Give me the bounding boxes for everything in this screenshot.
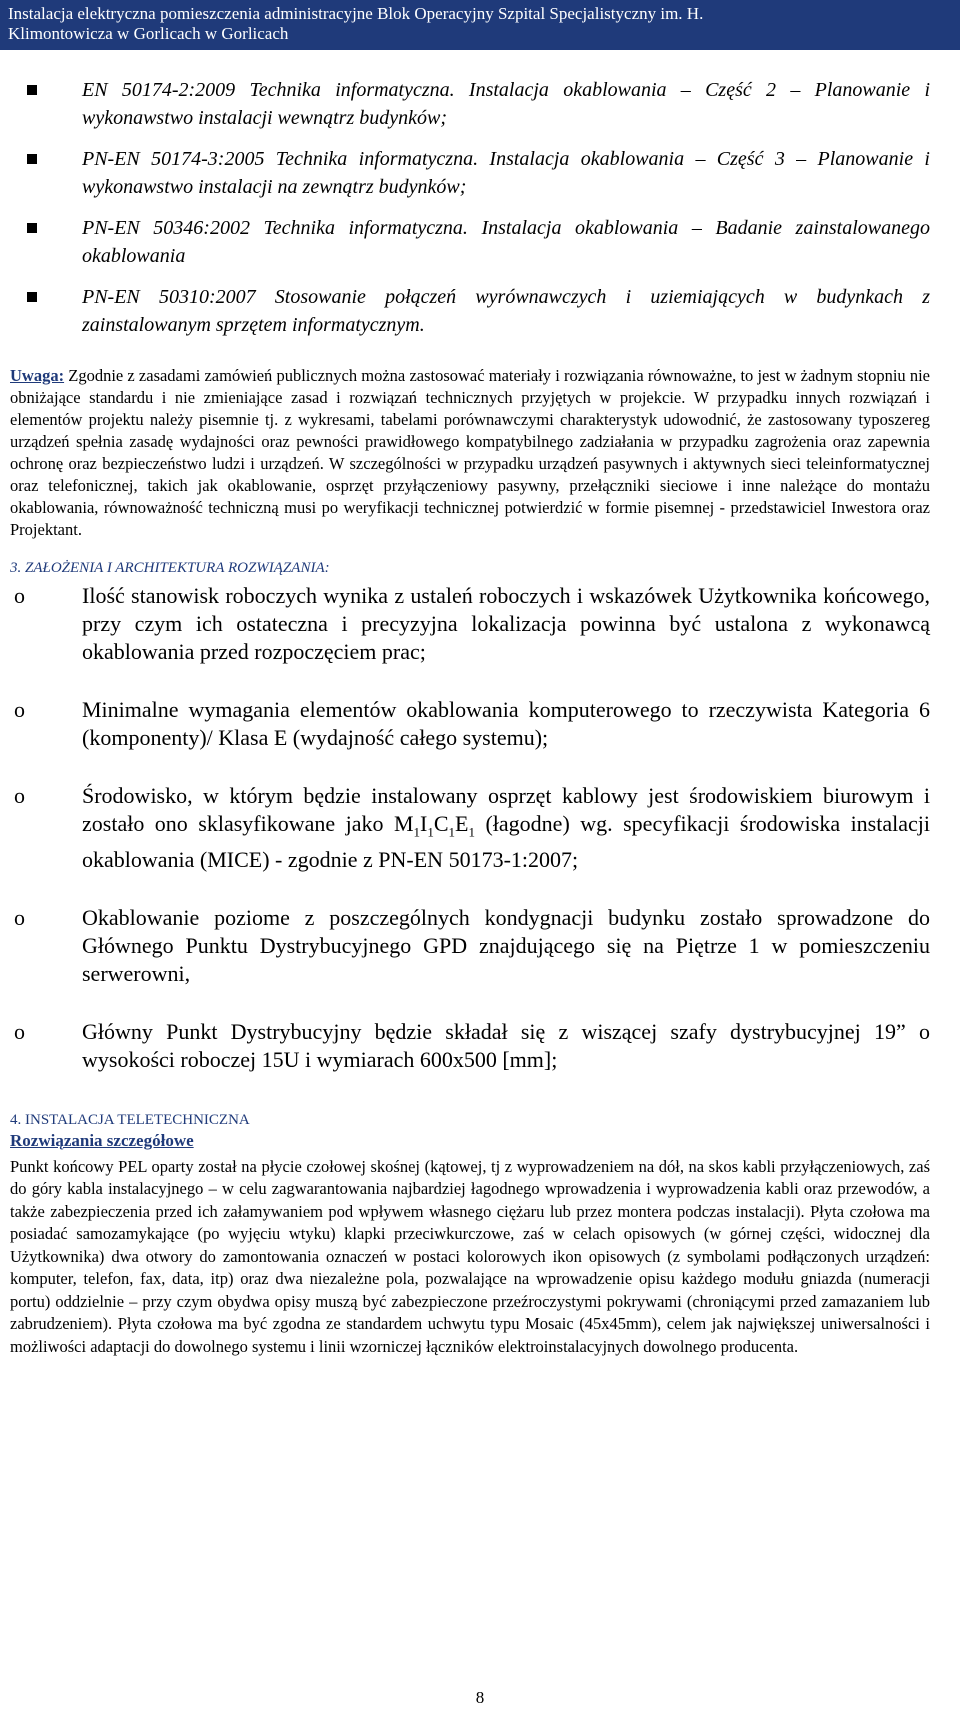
square-bullet-icon	[27, 154, 37, 164]
architecture-list	[10, 582, 930, 1074]
o-bullet: o	[14, 696, 25, 722]
standard-item: PN-EN 50310:2007 Stosowanie połączeń wyrównawczych i uziemiających w budynkach z zainstalowanym sprzętem informatycznym.	[82, 283, 930, 339]
square-bullet-icon	[27, 292, 37, 302]
section-4-paragraph: Punkt końcowy PEL oparty został na płycie czołowej skośnej (kątowej, tj z wyprowadzeniem na dół, na skos kabli przyłączeniowych, zaś do góry kabla instalacyjnego – w celu zagwarantowania najbardziej łagodnego wprowadzenia i wyprowadzenia kabli oraz przewodów, a także zabezpieczenia przed ich załamywaniem pod wpływem własnego ciężaru lub przez montera podczas instalacji). Płyta czołowa ma posiadać samozamykające (po wyjęciu wtyku) klapki przeciwkurczowe, zaś w celach opisowych (w górnej części, widocznej dla Użytkownika) dwa otwory do zamontowania oznaczeń w postaci kolorowych ikon opisowych (z symbolami podłączonych urządzeń: komputer, telefon, fax, data, itp) oraz dwa niezależne pola, pozwalające na wprowadzenie opisu każdego modułu gniazda (numeracji portu) oddzielnie – przy czym obydwa opisy muszą być zabezpieczone przeźroczystymi pokrywami (chroniącymi przed zamazaniem lub zabrudzeniem). Płyta czołowa ma być zgodna ze standardem uchwytu typu Mosaic (45x45mm), celem jak największej uniwersalności i możliwości adaptacji do dowolnego systemu i linii wzorniczej łączników elektroinstalacyjnych dowolnego producenta.	[10, 1156, 930, 1356]
note-label: Uwaga:	[10, 366, 65, 385]
note-paragraph	[10, 365, 930, 541]
section-4-subheading: Rozwiązania szczegółowe	[10, 1130, 194, 1150]
o-bullet: o	[14, 782, 25, 808]
square-bullet-icon	[27, 85, 37, 95]
o-bullet: o	[14, 1018, 25, 1044]
o-bullet: o	[14, 904, 25, 930]
architecture-item: o Ilość stanowisk roboczych wynika z ustaleń roboczych i wskazówek Użytkownika końcowego, przy czym ich ostateczna i precyzyjna lokalizacja powinna być ustalona z wykonawcą okablowania przed rozpoczęciem prac;	[14, 582, 930, 664]
page-number: 8	[475, 1688, 485, 1707]
architecture-item: o Minimalne wymagania elementów okablowania komputerowego to rzeczywista Kategoria 6 (komponenty)/ Klasa E (wydajność całego systemu);	[14, 696, 930, 750]
section-3-heading: 3. ZAŁOŻENIA I ARCHITEKTURA ROZWIĄZANIA:	[10, 559, 330, 576]
standard-item: EN 50174-2:2009 Technika informatyczna. Instalacja okablowania – Część 2 – Planowanie i wykonawstwo instalacji wewnątrz budynków;	[82, 76, 930, 132]
architecture-item: o Okablowanie poziome z poszczególnych kondygnacji budynku zostało sprowadzone do Głównego Punktu Dystrybucyjnego GPD znajdującego się na Piętrze 1 w pomieszczeniu serwerowni,	[14, 904, 930, 986]
page-content	[0, 60, 960, 1375]
header-line-2: Klimontowicza w Gorlicach w Gorlicach	[8, 24, 289, 43]
standard-item: PN-EN 50346:2002 Technika informatyczna. Instalacja okablowania – Badanie zainstalowanego okablowania	[82, 214, 930, 270]
architecture-item: o Główny Punkt Dystrybucyjny będzie składał się z wiszącej szafy dystrybucyjnej 19” o wysokości roboczej 15U i wymiarach 600x500 [mm];	[14, 1018, 930, 1072]
header-line-1: Instalacja elektryczna pomieszczenia administracyjne Blok Operacyjny Szpital Specjalistyczny im. H.	[8, 4, 704, 23]
section-4-heading: 4. INSTALACJA TELETECHNICZNA	[10, 1111, 250, 1128]
note-text: Zgodnie z zasadami zamówień publicznych można zastosować materiały i rozwiązania równoważne, to jest w żadnym stopniu nie obniżające standardu i nie zmieniające zasad i rozwiązań technicznych przyjętych w projekcie. W przypadku innych rozwiązań i elementów projektu należy pisemnie tj. z wykresami, tabelami porównawczymi charakterystyk udowodnić, że zastosowany typoszereg urządzeń spełnia zasadę wydajności oraz pewności prawidłowego kompatybilnego zadziałania w przypadku zagrożenia oraz zapewnia ochronę oraz bezpieczeństwo ludzi i urządzeń. W szczególności w przypadku urządzeń pasywnych i aktywnych sieci teleinformatycznej oraz telefonicznej, takich jak okablowanie, osprzęt przyłączeniowy pasywny, przełączniki sieciowe i inne należące do montażu okablowania, równoważność techniczną musi po weryfikacji technicznej potwierdzić w formie pisemnej - przedstawiciel Inwestora oraz Projektant.	[10, 366, 930, 539]
standard-item: PN-EN 50174-3:2005 Technika informatyczna. Instalacja okablowania – Część 3 – Planowanie i wykonawstwo instalacji na zewnątrz budynków;	[82, 145, 930, 201]
standards-list	[10, 76, 930, 339]
architecture-item-environment: o Środowisko, w którym będzie instalowany osprzęt kablowy jest środowiskiem biurowym i zostało ono sklasyfikowane jako $M_1I_1C_1E_1$ (łagodne) wg. specyfikacji środowiska instalacji okablowania (MICE) - zgodnie z PN-EN 50173-1:2007;	[14, 782, 930, 872]
document-header	[0, 0, 960, 50]
square-bullet-icon	[27, 223, 37, 233]
o-bullet: o	[14, 582, 25, 608]
